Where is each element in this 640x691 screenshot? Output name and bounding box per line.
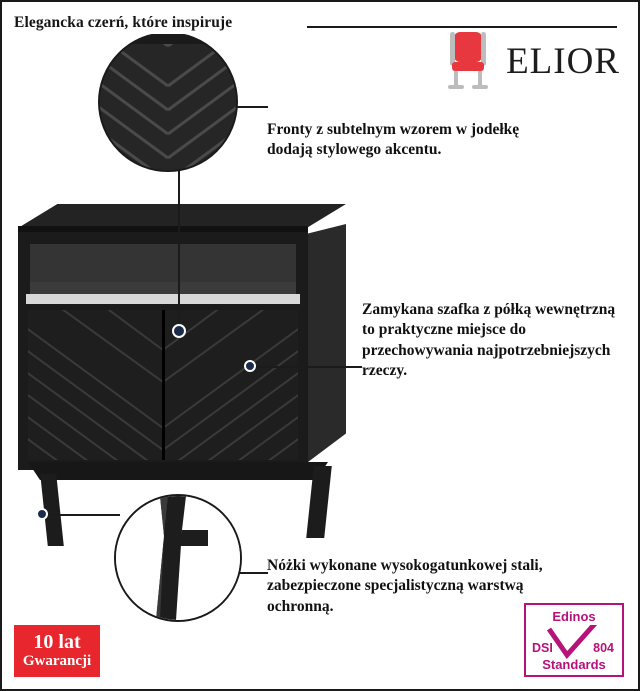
callout-dot-front-pattern[interactable] xyxy=(172,324,186,338)
cabinet-open-shelf-inner xyxy=(30,244,296,282)
page-title: Elegancka czerń, które inspiruje xyxy=(12,12,236,34)
callout-dot-cabinet-shelf[interactable] xyxy=(244,360,256,372)
chair-icon xyxy=(440,30,496,92)
edinos-badge xyxy=(524,603,624,677)
edinos-standards-label: Standards xyxy=(542,657,606,672)
edinos-brand: Edinos xyxy=(552,609,596,624)
edinos-number: 804 xyxy=(593,641,614,655)
brand-logo xyxy=(440,30,620,92)
edinos-dsi-label: DSI xyxy=(532,641,553,655)
warranty-years: 10 lat xyxy=(33,631,81,654)
cabinet-side-panel xyxy=(308,224,346,462)
cabinet-top-surface xyxy=(18,204,346,228)
warranty-badge xyxy=(14,625,100,677)
zoom-circle-leg xyxy=(114,494,242,622)
callout-text-cabinet-shelf: Zamykana szafka z półką wewnętrzną to praktyczne miejsce do przechowywania najpotrzebniejszych rzeczy. xyxy=(362,301,616,380)
connector-legs-to-text xyxy=(236,572,268,574)
connector-legs-horizontal xyxy=(42,514,120,516)
brand-name: ELIOR xyxy=(506,40,620,82)
connector-cabinet-shelf xyxy=(250,366,362,368)
connector-front-pattern-vertical xyxy=(178,168,180,330)
title-rule xyxy=(307,26,617,28)
callout-text-front-pattern: Fronty z subtelnym wzorem w jodełkę dodają stylowego akcentu. xyxy=(267,121,520,159)
callout-text-legs: Nóżki wykonane wysokogatunkowej stali, zabezpieczone specjalistyczną warstwą ochronną. xyxy=(267,557,543,615)
cabinet-door-gap xyxy=(162,310,165,460)
cabinet-apron xyxy=(28,462,328,480)
warranty-label: Gwarancji xyxy=(22,652,92,669)
zoom-circle-front-pattern xyxy=(98,32,238,172)
cabinet-shelf-lip xyxy=(26,294,300,304)
callout-dot-legs[interactable] xyxy=(36,508,48,520)
